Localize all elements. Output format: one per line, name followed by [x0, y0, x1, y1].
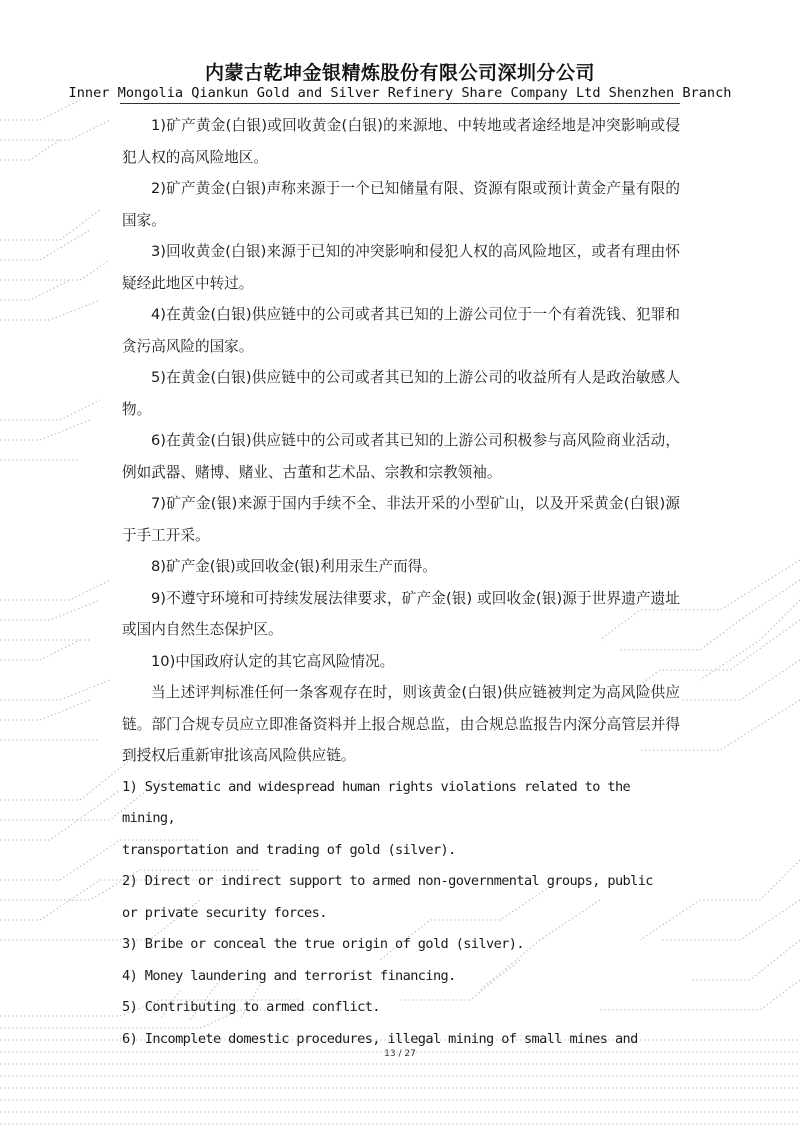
header-rule [120, 103, 680, 104]
cn-paragraph-7: 7)矿产金(银)来源于国内手续不全、非法开采的小型矿山，以及开采黄金(白银)源于手工开采。 [122, 495, 680, 544]
cn-paragraph-6: 6)在黄金(白银)供应链中的公司或者其已知的上游公司积极参与高风险商业活动，例如武器、赌博、赌业、古董和艺术品、宗教和宗教领袖。 [122, 432, 680, 481]
document-body [122, 110, 680, 1055]
en-line-4: or private security forces. [122, 904, 327, 921]
en-line-6: 4) Money laundering and terrorist financing. [122, 967, 456, 984]
cn-paragraph-5: 5)在黄金(白银)供应链中的公司或者其已知的上游公司的收益所有人是政治敏感人物。 [122, 369, 680, 418]
cn-paragraph-summary: 当上述评判标准任何一条客观存在时，则该黄金(白银)供应链被判定为高风险供应链。部门合规专员应立即准备资料并上报合规总监，由合规总监报告内深分高管层并得到授权后重新审批该高风险供应链。 [122, 684, 680, 764]
en-line-8: 6) Incomplete domestic procedures, illegal mining of small mines and [122, 1030, 638, 1047]
cn-paragraph-4: 4)在黄金(白银)供应链中的公司或者其已知的上游公司位于一个有着洗钱、犯罪和贪污高风险的国家。 [122, 306, 680, 355]
cn-paragraph-9: 9)不遵守环境和可持续发展法律要求，矿产金(银) 或回收金(银)源于世界遗产遗址或国内自然生态保护区。 [122, 589, 680, 638]
company-name-chinese: 内蒙古乾坤金银精炼股份有限公司深圳分公司 [204, 62, 595, 84]
cn-paragraph-8: 8)矿产金(银)或回收金(银)利用汞生产而得。 [151, 558, 437, 575]
cn-paragraph-10: 10)中国政府认定的其它高风险情况。 [151, 652, 395, 670]
en-line-3: 2) Direct or indirect support to armed non-governmental groups, public [122, 873, 653, 889]
page-number: 13 / 27 [384, 1049, 416, 1059]
company-name-english: Inner Mongolia Qiankun Gold and Silver Refinery Share Company Ltd Shenzhen Branch [68, 85, 732, 101]
cn-paragraph-2: 2)矿产黄金(白银)声称来源于一个已知储量有限、资源有限或预计黄金产量有限的国家。 [122, 180, 680, 229]
cn-paragraph-3: 3)回收黄金(白银)来源于已知的冲突影响和侵犯人权的高风险地区，或者有理由怀疑经此地区中转过。 [122, 243, 680, 292]
cn-paragraph-1: 1)矿产黄金(白银)或回收黄金(白银)的来源地、中转地或者途经地是冲突影响或侵犯人权的高风险地区。 [122, 117, 680, 166]
en-line-7: 5) Contributing to armed conflict. [122, 999, 380, 1015]
en-line-5: 3) Bribe or conceal the true origin of gold (silver). [122, 936, 524, 952]
en-line-1: 1) Systematic and widespread human rights violations related to the mining, [122, 778, 631, 826]
en-line-2: transportation and trading of gold (silver). [122, 841, 456, 858]
